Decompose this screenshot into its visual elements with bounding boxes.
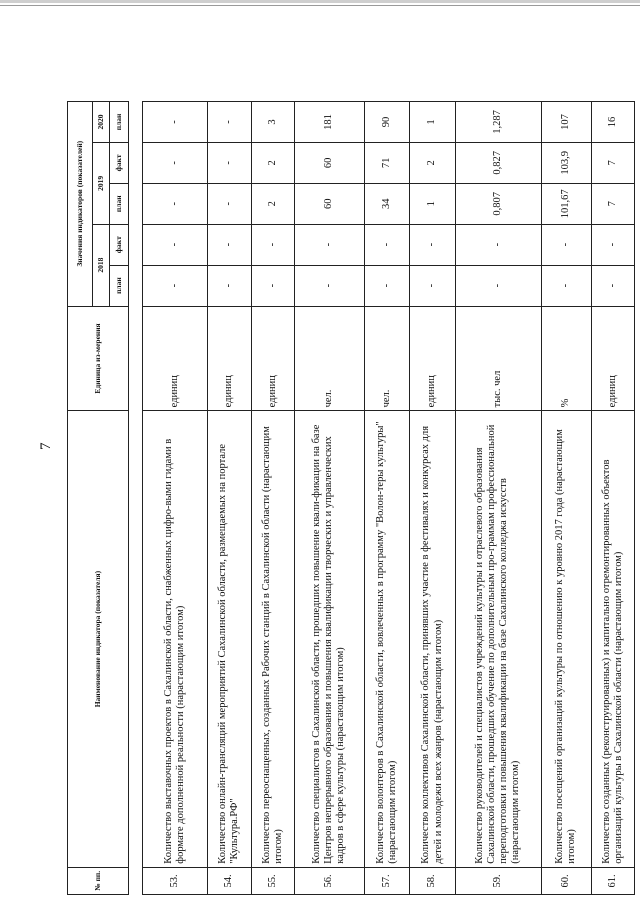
header-year-2020: 2020 bbox=[93, 101, 110, 142]
row-number: 61. bbox=[591, 867, 634, 894]
row-number: 59. bbox=[455, 867, 541, 894]
value-2019-fact: 2 bbox=[251, 142, 294, 183]
header-name: Наименование индикатора (показателя) bbox=[68, 411, 129, 867]
indicator-table-sheet bbox=[67, 60, 635, 895]
indicator-name: Количество руководителей и специалистов учреждений культуры и отраслевого образования Сахалинской области, прошедших обучение по дополнительным про-граммам профессиональной переподготовки и повышения квалификации на базе Сахалинского колледжа искусств (нарастающим итогом) bbox=[455, 411, 541, 867]
header-year-2019: 2019 bbox=[93, 142, 110, 224]
value-2020-plan: - bbox=[142, 101, 208, 142]
indicator-name: Количество волонтеров в Сахалинской области, вовлеченных в программу "Волон-теры культуры" (нарастающим итогом) bbox=[364, 411, 409, 867]
unit: единиц bbox=[591, 306, 634, 411]
unit: тыс. чел bbox=[455, 306, 541, 411]
table-row bbox=[410, 61, 455, 895]
value-2018-plan: - bbox=[410, 265, 455, 306]
value-2020-plan: 1 bbox=[410, 101, 455, 142]
header-gap bbox=[129, 61, 143, 895]
value-2020-plan: 1,287 bbox=[455, 101, 541, 142]
row-number: 60. bbox=[541, 867, 591, 894]
row-number: 54. bbox=[208, 867, 251, 894]
value-2019-fact: - bbox=[208, 142, 251, 183]
indicator-name: Количество онлайн-трансляций мероприятий Сахалинской области, размещаемых на портале "Культура.РФ" bbox=[208, 411, 251, 867]
table-row bbox=[364, 61, 409, 895]
unit: чел. bbox=[294, 306, 364, 411]
table-row bbox=[591, 61, 634, 895]
value-2018-plan: - bbox=[251, 265, 294, 306]
value-2019-fact: 103,9 bbox=[541, 142, 591, 183]
value-2019-fact: 7 bbox=[591, 142, 634, 183]
scan-edge bbox=[0, 0, 640, 3]
value-2019-plan: 60 bbox=[294, 183, 364, 224]
indicator-name: Количество специалистов в Сахалинской области, прошедших повышение квали-фикации на базе Центров непрерывного образования и повышения квалификации творческих и управленческих кадров в сфере культуры (нарастающим итогом) bbox=[294, 411, 364, 867]
scan-edge-line bbox=[0, 5, 640, 6]
value-2019-plan: 0,807 bbox=[455, 183, 541, 224]
value-2018-plan: - bbox=[294, 265, 364, 306]
table-row bbox=[294, 61, 364, 895]
indicator-name: Количество переоснащенных, созданных Рабочих станций в Сахалинской области (нарастающим итогом) bbox=[251, 411, 294, 867]
value-2019-plan: 7 bbox=[591, 183, 634, 224]
page-number: 7 bbox=[38, 442, 54, 450]
value-2018-fact: - bbox=[364, 224, 409, 265]
table-row bbox=[251, 61, 294, 895]
value-2019-plan: - bbox=[142, 183, 208, 224]
value-2019-fact: 71 bbox=[364, 142, 409, 183]
indicator-name: Количество созданных (реконструированных) и капитально отремонтированных объектов организаций культуры в Сахалинской области (нарастающим итогом) bbox=[591, 411, 634, 867]
header-num: № пп. bbox=[68, 867, 129, 894]
indicator-name: Количество посещений организаций культуры по отношению к уровню 2017 года (нарастающим итогом) bbox=[541, 411, 591, 867]
value-2019-plan: - bbox=[208, 183, 251, 224]
value-2018-fact: - bbox=[251, 224, 294, 265]
value-2020-plan: 107 bbox=[541, 101, 591, 142]
table-row bbox=[142, 61, 208, 895]
indicator-name: Количество коллективов Сахалинской области, принявших участие в фестивалях и конкурсах для детей и молодежи всех жанров (нарастающим итогом) bbox=[410, 411, 455, 867]
value-2018-plan: - bbox=[591, 265, 634, 306]
header-fact: факт bbox=[110, 224, 129, 265]
value-2019-fact: 2 bbox=[410, 142, 455, 183]
indicator-table bbox=[67, 60, 635, 895]
header-plan: план bbox=[110, 101, 129, 142]
value-2018-plan: - bbox=[142, 265, 208, 306]
value-2018-plan: - bbox=[208, 265, 251, 306]
table-row bbox=[541, 61, 591, 895]
value-2019-plan: 2 bbox=[251, 183, 294, 224]
row-number: 55. bbox=[251, 867, 294, 894]
value-2019-fact: - bbox=[142, 142, 208, 183]
unit: единиц bbox=[410, 306, 455, 411]
row-number: 53. bbox=[142, 867, 208, 894]
value-2019-plan: 101,67 bbox=[541, 183, 591, 224]
unit: единиц bbox=[142, 306, 208, 411]
unit: единиц bbox=[251, 306, 294, 411]
row-number: 57. bbox=[364, 867, 409, 894]
row-number: 58. bbox=[410, 867, 455, 894]
header-values: Значения индикаторов (показателей) bbox=[68, 101, 93, 306]
value-2018-fact: - bbox=[142, 224, 208, 265]
value-2018-fact: - bbox=[208, 224, 251, 265]
value-2019-fact: 0,827 bbox=[455, 142, 541, 183]
table-row bbox=[208, 61, 251, 895]
unit: % bbox=[541, 306, 591, 411]
value-2020-plan: 3 bbox=[251, 101, 294, 142]
header-plan: план bbox=[110, 265, 129, 306]
value-2018-fact: - bbox=[541, 224, 591, 265]
value-2018-plan: - bbox=[364, 265, 409, 306]
value-2020-plan: 181 bbox=[294, 101, 364, 142]
header-fact: факт bbox=[110, 142, 129, 183]
header-unit: Единица из-мерения bbox=[68, 306, 129, 411]
value-2019-fact: 60 bbox=[294, 142, 364, 183]
header-plan: план bbox=[110, 183, 129, 224]
unit: единиц bbox=[208, 306, 251, 411]
value-2019-plan: 34 bbox=[364, 183, 409, 224]
row-number: 56. bbox=[294, 867, 364, 894]
header-year-2018: 2018 bbox=[93, 224, 110, 306]
value-2018-plan: - bbox=[541, 265, 591, 306]
value-2018-fact: - bbox=[591, 224, 634, 265]
value-2019-plan: 1 bbox=[410, 183, 455, 224]
value-2020-plan: 16 bbox=[591, 101, 634, 142]
value-2018-fact: - bbox=[455, 224, 541, 265]
value-2018-plan: - bbox=[455, 265, 541, 306]
indicator-name: Количество выставочных проектов в Сахалинской области, снабженных цифро-выми гидами в формате дополненной реальности (нарастающим итогом) bbox=[142, 411, 208, 867]
value-2018-fact: - bbox=[410, 224, 455, 265]
table-row bbox=[455, 61, 541, 895]
value-2020-plan: 90 bbox=[364, 101, 409, 142]
value-2018-fact: - bbox=[294, 224, 364, 265]
value-2020-plan: - bbox=[208, 101, 251, 142]
unit: чел. bbox=[364, 306, 409, 411]
